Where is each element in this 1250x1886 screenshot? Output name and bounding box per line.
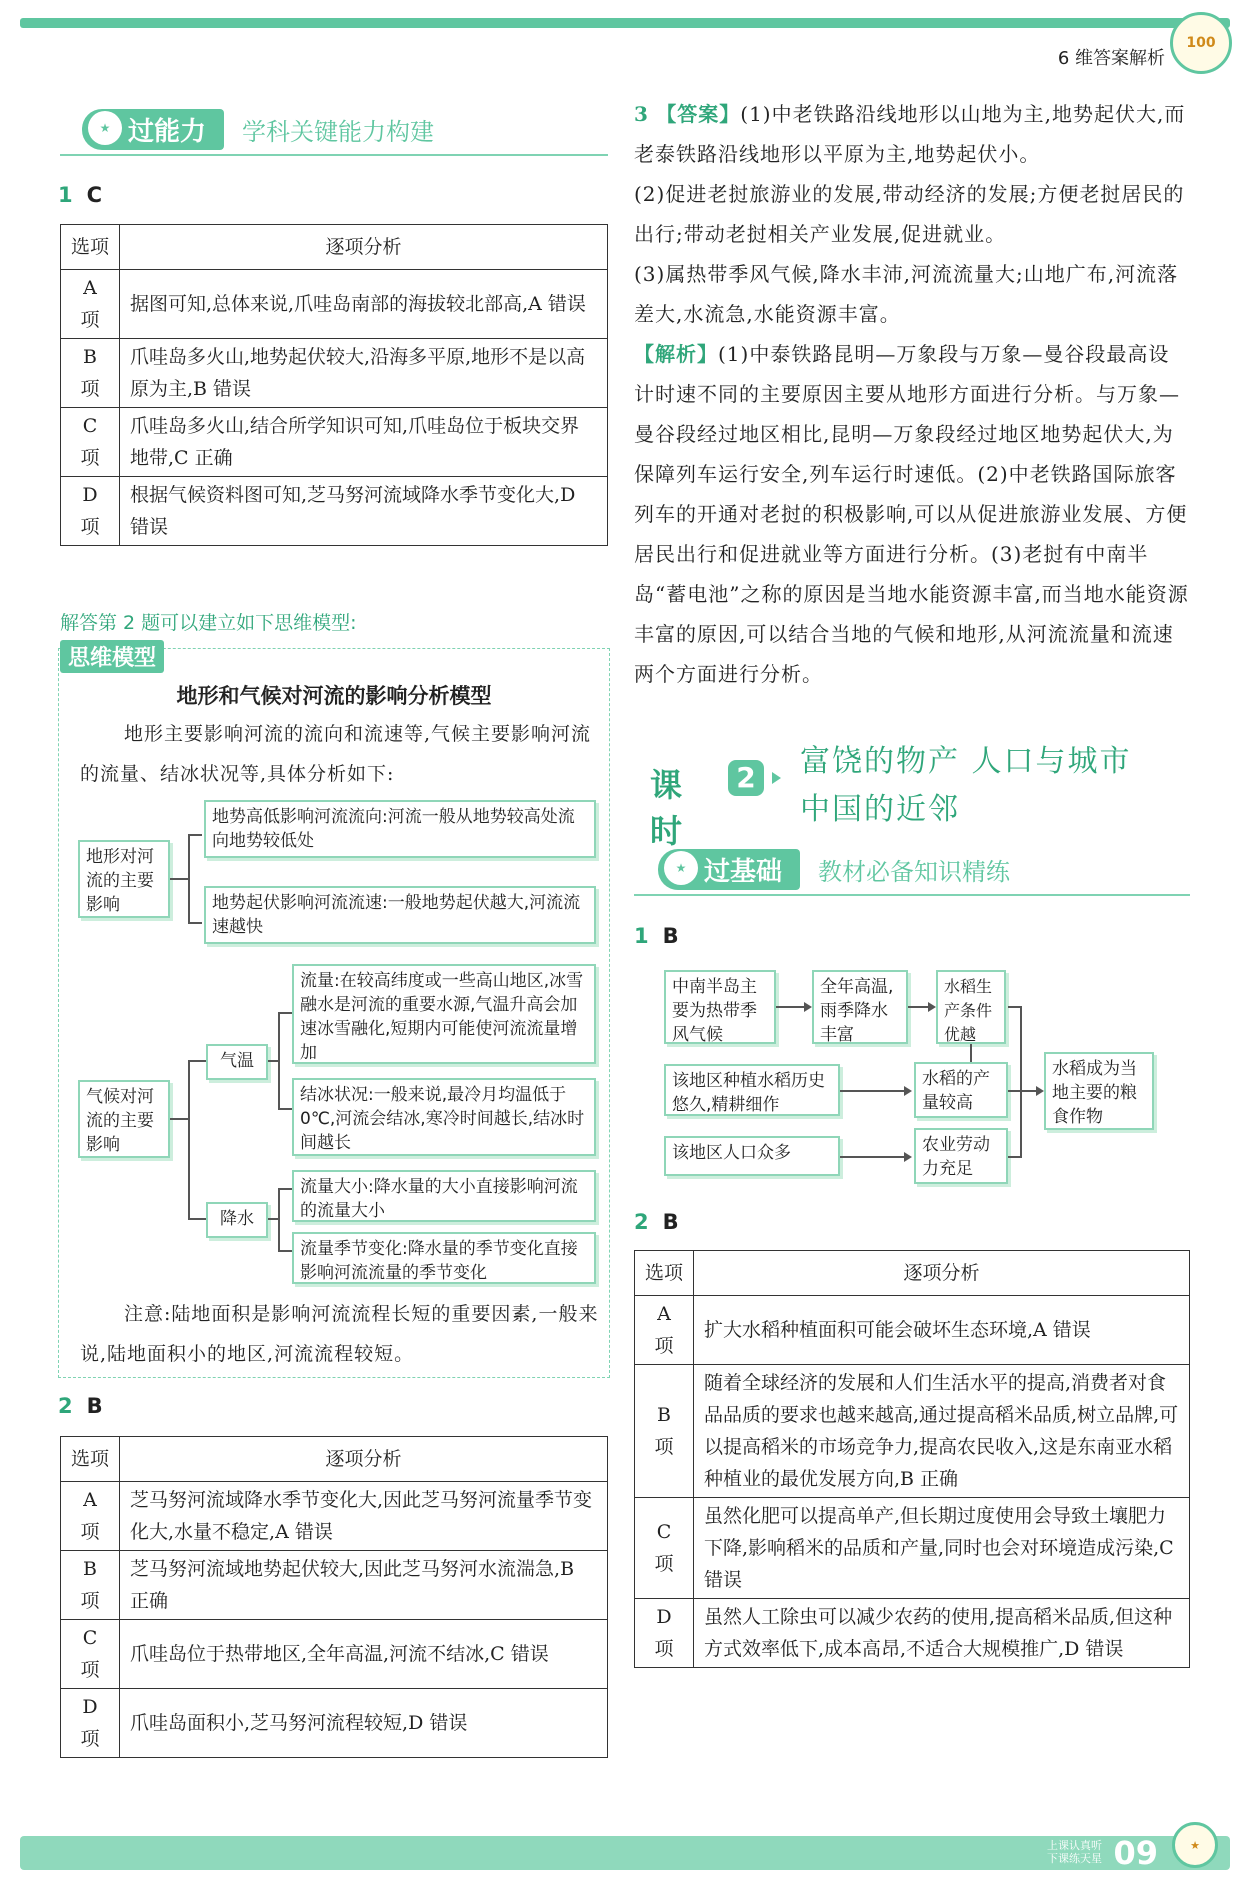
row-option: B 项 (61, 1551, 120, 1620)
arrow-right-icon (904, 1086, 912, 1096)
row-text: 爪哇岛位于热带地区,全年高温,河流不结冰,C 错误 (120, 1620, 608, 1689)
climate-node: 气候对河流的主要影响 (78, 1080, 170, 1158)
top-bar (20, 18, 1230, 28)
terrain-box-flow-speed: 地势起伏影响河流流速:一般地势起伏越大,河流流速越快 (204, 886, 596, 944)
table-row (635, 1296, 1190, 1365)
analysis-text: (1)中泰铁路昆明—万象段与万象—曼谷段最高设计时速不同的主要原因主要从地形方面进行分析。与万象—曼谷段经过地区相比,昆明—万象段经过地区地势起伏大,为保障列车运行安全,列车运行时速低。(2)中老铁路国际旅客列车的开通对老挝的积极影响,可以从促进旅游业发展、方便居民出行和促进就业等方面进行分析。(3)老挝有中南半岛“蓄电池”之称的原因是当地水能资源丰富,而当地水能资源丰富的原因,可以结合当地的气候和地形,从河流流量和流速两个方面进行分析。 (634, 342, 1189, 686)
question-1-basics (634, 924, 679, 948)
model-title: 地形和气候对河流的影响分析模型 (176, 684, 492, 708)
table-row (61, 1689, 608, 1758)
lesson-title-line-2: 中国的近邻 (800, 792, 960, 827)
temperature-node: 气温 (206, 1044, 268, 1080)
table-row (635, 1498, 1190, 1599)
connector (278, 1188, 280, 1252)
mascot-badge-icon: ★ (88, 111, 122, 145)
terrain-node: 地形对河流的主要影响 (78, 840, 170, 918)
question-number: 1 (58, 183, 73, 207)
connector (278, 1188, 292, 1190)
mascot-icon: ★ (1172, 1822, 1218, 1868)
row-option: D 项 (61, 1689, 120, 1758)
flow-arrow-line (908, 1006, 930, 1008)
flow-arrow-line (970, 1044, 972, 1062)
precipitation-node: 降水 (206, 1202, 268, 1238)
arrow-right-icon (804, 1002, 812, 1012)
row-text: 芝马努河流域地势起伏较大,因此芝马努河水流湍急,B 正确 (120, 1551, 608, 1620)
motto-line-2: 下课练天星 (1047, 1852, 1102, 1865)
mascot-badge-icon: ★ (664, 851, 698, 885)
table-header-option: 选项 (61, 225, 120, 270)
row-option: A 项 (635, 1296, 694, 1365)
arrow-right-icon (904, 1152, 912, 1162)
table-row (61, 477, 608, 546)
table-row (635, 1599, 1190, 1668)
flow-node-population: 该地区人口众多 (664, 1136, 840, 1176)
row-text: 虽然人工除虫可以减少农药的使用,提高稻米品质,但这种方式效率低下,成本高昂,不适合大规模推广,D 错误 (694, 1599, 1190, 1668)
section-badge: 过基础 (704, 856, 783, 887)
row-option: D 项 (61, 477, 120, 546)
row-text: 虽然化肥可以提高单产,但长期过度使用会导致土壤肥力下降,影响稻米的品质和产量,同时也会对环境造成污染,C 错误 (694, 1498, 1190, 1599)
table-header-option: 选项 (635, 1251, 694, 1296)
question-answer: B (662, 1210, 679, 1234)
connector (278, 1012, 280, 1110)
running-head: 6 维答案解析 (1057, 48, 1165, 69)
connector (278, 1012, 292, 1014)
connector (268, 1218, 278, 1220)
connector (188, 1218, 206, 1220)
flow-arrow-line (1020, 1006, 1022, 1158)
flow-arrow-line (840, 1090, 906, 1092)
row-text: 芝马努河流域降水季节变化大,因此芝马努河流量季节变化大,水量不稳定,A 错误 (120, 1482, 608, 1551)
table-row (61, 270, 608, 339)
terrain-box-flow-direction: 地势高低影响河流流向:河流一般从地势较高处流向地势较低处 (204, 800, 596, 858)
flow-node-staple-crop: 水稻成为当地主要的粮食作物 (1044, 1052, 1154, 1130)
row-option: A 项 (61, 1482, 120, 1551)
play-arrow-icon (772, 772, 781, 784)
temperature-box-icing: 结冰状况:一般来说,最冷月均温低于0℃,河流会结冰,寒冷时间越长,结冰时间越长 (292, 1078, 596, 1156)
flow-node-history: 该地区种植水稻历史悠久,精耕细作 (664, 1064, 840, 1116)
footer-motto (1047, 1839, 1102, 1865)
flow-node-climate: 全年高温,雨季降水丰富 (812, 970, 908, 1044)
question-2-basics (634, 1210, 679, 1234)
connector (188, 834, 190, 924)
row-text: 扩大水稻种植面积可能会破坏生态环境,A 错误 (694, 1296, 1190, 1365)
section-banner-basics (658, 848, 1010, 890)
row-text: 根据气候资料图可知,芝马努河流域降水季节变化大,D 错误 (120, 477, 608, 546)
question-number: 2 (634, 1210, 649, 1234)
flow-node-conditions: 水稻生产条件优越 (936, 970, 1006, 1044)
connector (278, 1250, 292, 1252)
table-row (61, 1551, 608, 1620)
analysis-tag: 【解析】 (634, 342, 718, 366)
question-answer: B (86, 1394, 103, 1418)
flow-arrow-line (776, 1006, 806, 1008)
row-option: D 项 (635, 1599, 694, 1668)
temperature-box-flow: 流量:在较高纬度或一些高山地区,冰雪融水是河流的重要水源,气温升高会加速冰雪融化,短期内可能使河流流量增加 (292, 964, 596, 1064)
connector (188, 834, 202, 836)
flow-arrow-line (1008, 1090, 1038, 1092)
row-text: 据图可知,总体来说,爪哇岛南部的海拔较北部高,A 错误 (120, 270, 608, 339)
row-text: 爪哇岛多火山,结合所学知识可知,爪哇岛位于板块交界地带,C 正确 (120, 408, 608, 477)
table-row (635, 1365, 1190, 1498)
question-number: 2 (58, 1394, 73, 1418)
question-number: 1 (634, 924, 649, 948)
section-subtitle: 学科关键能力构建 (242, 117, 435, 146)
question-answer: C (86, 183, 103, 207)
arrow-right-icon (1036, 1086, 1044, 1096)
model-note: 注意:陆地面积是影响河流流程长短的重要因素,一般来说,陆地面积小的地区,河流流程较短。 (80, 1303, 599, 1365)
connector (188, 1060, 190, 1220)
q1-analysis-table (60, 224, 608, 546)
lesson-label: 课时 (650, 766, 683, 850)
model-lead-text: 解答第 2 题可以建立如下思维模型: (60, 612, 357, 634)
row-option: B 项 (635, 1365, 694, 1498)
table-row (61, 339, 608, 408)
footer-bar (20, 1836, 1230, 1870)
page-number: 09 (1113, 1834, 1158, 1872)
table-row (61, 1620, 608, 1689)
answer-tag: 【答案】 (656, 102, 741, 126)
question-answer: B (662, 924, 679, 948)
table-row (61, 1482, 608, 1551)
lesson-number: 2 (728, 760, 764, 796)
row-option: A 项 (61, 270, 120, 339)
arrow-right-icon (928, 1002, 936, 1012)
precipitation-box-seasonal: 流量季节变化:降水量的季节变化直接影响河流流量的季节变化 (292, 1232, 596, 1284)
table-header-analysis: 逐项分析 (694, 1251, 1190, 1296)
flow-node-yield: 水稻的产量较高 (914, 1062, 1008, 1118)
q3-answer-block (634, 94, 1189, 694)
flow-arrow-line (840, 1156, 906, 1158)
flow-node-monsoon: 中南半岛主要为热带季风气候 (664, 970, 776, 1044)
table-header-analysis: 逐项分析 (120, 1437, 608, 1482)
flow-node-labor: 农业劳动力充足 (914, 1128, 1008, 1184)
q2-analysis-table (60, 1436, 608, 1758)
row-option: C 项 (635, 1498, 694, 1599)
row-text: 爪哇岛多火山,地势起伏较大,沿海多平原,地形不是以高原为主,B 错误 (120, 339, 608, 408)
question-number: 3 (634, 102, 649, 126)
section-badge: 过能力 (128, 116, 207, 147)
mascot-icon: 100 (1170, 12, 1232, 74)
precipitation-box-volume: 流量大小:降水量的大小直接影响河流的流量大小 (292, 1170, 596, 1222)
section-subtitle: 教材必备知识精练 (818, 857, 1011, 886)
section-divider (60, 154, 608, 156)
q2-basics-analysis-table (634, 1250, 1190, 1668)
answer-part-1: (1)中老铁路沿线地形以山地为主,地势起伏大,而老泰铁路沿线地形以平原为主,地势起伏小。 (634, 102, 1186, 166)
table-header-analysis: 逐项分析 (120, 225, 608, 270)
row-text: 爪哇岛面积小,芝马努河流程较短,D 错误 (120, 1689, 608, 1758)
connector (170, 1118, 188, 1120)
row-option: B 项 (61, 339, 120, 408)
connector (170, 878, 188, 880)
connector (278, 1108, 292, 1110)
answer-part-3: (3)属热带季风气候,降水丰沛,河流流量大;山地广布,河流落差大,水流急,水能资源丰富。 (634, 262, 1179, 326)
model-intro: 地形主要影响河流的流向和流速等,气候主要影响河流的流量、结冰状况等,具体分析如下: (80, 723, 592, 785)
row-text: 随着全球经济的发展和人们生活水平的提高,消费者对食品品质的要求也越来越高,通过提高稻米品质,树立品牌,可以提高稻米的市场竞争力,提高农民收入,这是东南亚水稻种植业的最优发展方向,B 正确 (694, 1365, 1190, 1498)
section-banner-ability (82, 108, 434, 150)
row-option: C 项 (61, 1620, 120, 1689)
table-row (61, 408, 608, 477)
connector (188, 922, 202, 924)
model-tag: 思维模型 (60, 640, 164, 673)
question-2 (58, 1394, 103, 1418)
section-divider (634, 894, 1190, 896)
table-header-option: 选项 (61, 1437, 120, 1482)
connector (188, 1060, 206, 1062)
lesson-title-line-1: 富饶的物产 人口与城市 (800, 744, 1132, 779)
row-option: C 项 (61, 408, 120, 477)
connector (268, 1060, 278, 1062)
question-1 (58, 183, 102, 207)
answer-part-2: (2)促进老挝旅游业的发展,带动经济的发展;方便老挝居民的出行;带动老挝相关产业发展,促进就业。 (634, 182, 1185, 246)
motto-line-1: 上课认真听 (1047, 1839, 1102, 1852)
